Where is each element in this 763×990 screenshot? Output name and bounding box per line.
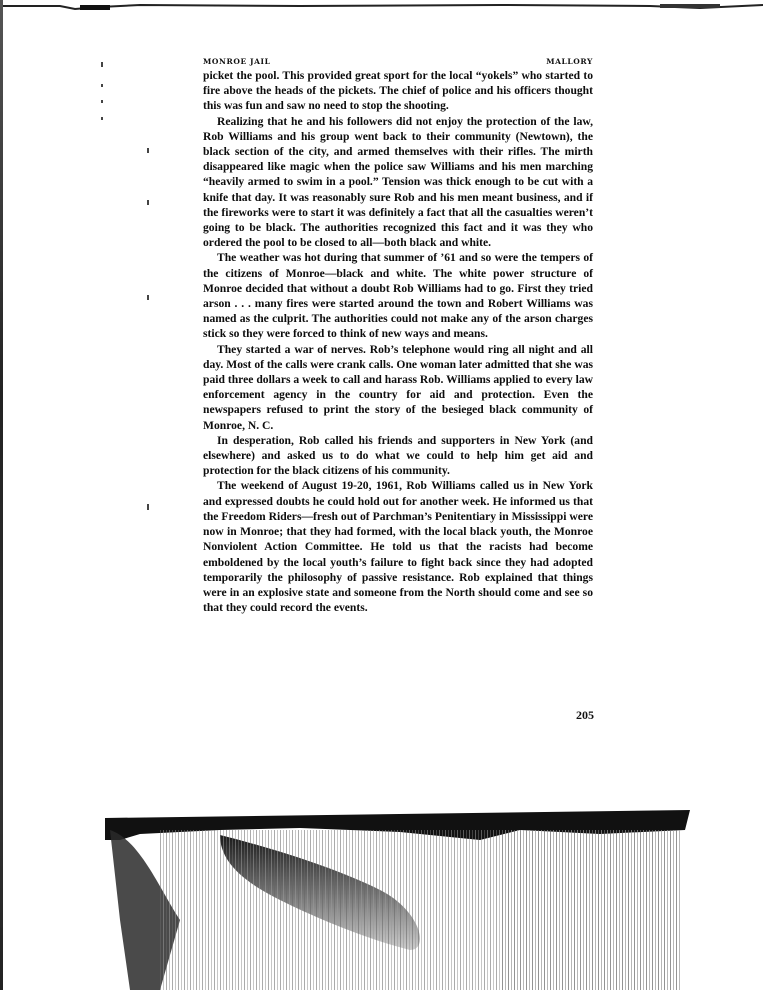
page-number: 205 <box>576 708 594 722</box>
margin-mark <box>147 295 149 300</box>
running-header <box>203 56 593 68</box>
paragraph: The weekend of August 19-20, 1961, Rob Williams called us in New York and expressed doubts he could hold out for another week. He informed us that the Freedom Riders—fresh out of Parchman’s Penitentiary in Mississippi were now in Monroe; that they had formed, with the local black youth, the Monroe Nonviolent Action Committee. He told us that the racists had become emboldened by the local youth’s failure to fight back since they had adopted temporarily the philosophy of passive resistance. Rob explained that things were in an explosive state and someone from the North should come and see so that they could record the events. <box>203 479 593 615</box>
paragraph: They started a war of nerves. Rob’s telephone would ring all night and all day. Most of the calls were crank calls. One woman later admitted that she was paid three dollars a week to call and harass Rob. Williams applied to every law enforcement agency in the country for aid and protection. Even the newspapers refused to print the story of the besieged black community of Monroe, N. C. <box>203 342 593 432</box>
margin-mark <box>101 62 103 67</box>
paragraph: picket the pool. This provided great sport for the local “yokels” who started to fire above the heads of the pickets. The chief of police and his officers thought this was fun and saw no need to stop the shooting. <box>203 69 593 113</box>
margin-mark <box>101 84 103 87</box>
scan-shadow-artifact <box>100 800 700 990</box>
margin-mark <box>147 504 149 510</box>
margin-mark <box>101 117 103 120</box>
paragraph: The weather was hot during that summer of ’61 and so were the tempers of the citizens of Monroe—black and white. The white power structure of Monroe decided that without a doubt Rob Williams had to go. First they tried arson . . . many fires were started around the town and Robert Williams was named as the culprit. The authorities could not make any of the arson charges stick so they were forced to think of new ways and means. <box>203 251 593 341</box>
scan-top-border <box>0 0 763 12</box>
book-page <box>203 56 593 615</box>
margin-mark <box>101 100 103 103</box>
running-header-left: MONROE JAIL <box>203 57 271 66</box>
paragraph: In desperation, Rob called his friends and supporters in New York (and elsewhere) and asked us to do what we could to help him get aid and protection for the black citizens of his community. <box>203 433 593 478</box>
margin-mark <box>147 148 149 153</box>
paragraph: Realizing that he and his followers did not enjoy the protection of the law, Rob Williams and his group went back to their community (Newtown), the black section of the city, and armed themselves with their rifles. The mirth disappeared like magic when the police saw Williams and his men marching “heavily armed to swim in a pool.” Tension was thick enough to be cut with a knife that day. It was reasonably sure Rob and his men meant business, and if the fireworks were to start it was definitely a fact that all the casualties weren’t going to be black. The authorities recognized this fact and it was they who ordered the pool to be closed to all—both black and white. <box>203 114 593 250</box>
scan-left-edge <box>0 0 3 990</box>
body-text <box>203 68 593 615</box>
running-header-right: MALLORY <box>546 57 593 66</box>
margin-mark <box>147 200 149 205</box>
